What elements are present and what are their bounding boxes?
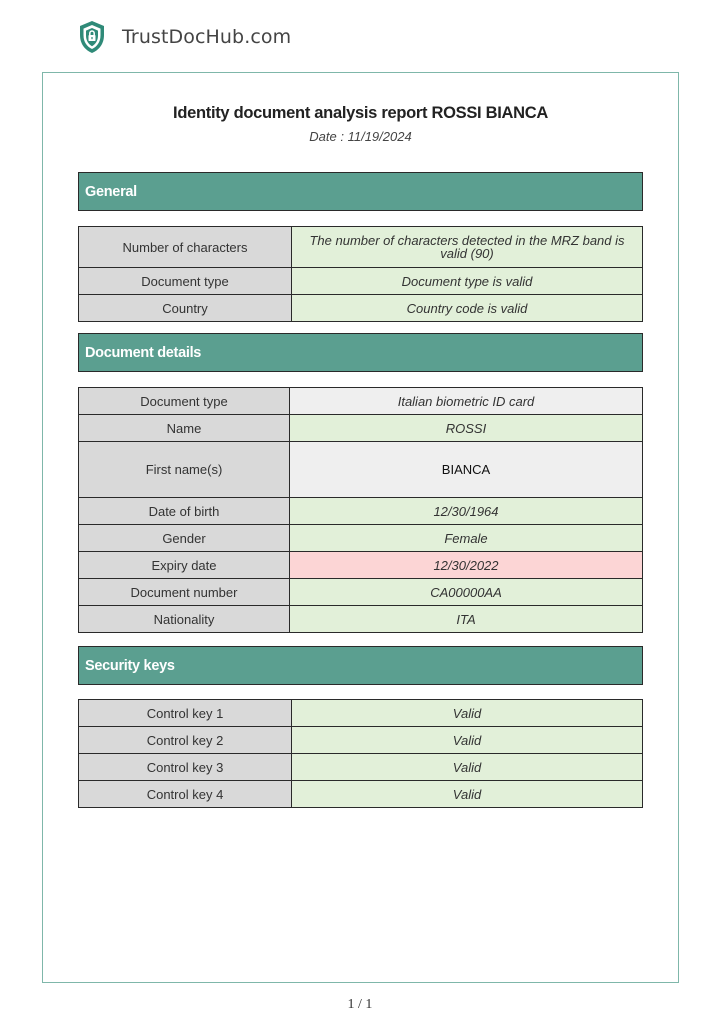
table-row: [79, 579, 643, 606]
general-table: [78, 226, 643, 322]
table-row: [79, 498, 643, 525]
row-key: Control key 4: [79, 781, 292, 808]
table-row: [79, 525, 643, 552]
row-value: Country code is valid: [292, 295, 643, 322]
row-key: Date of birth: [79, 498, 290, 525]
table-row: [79, 227, 643, 268]
row-value: Italian biometric ID card: [290, 388, 643, 415]
table-row: [79, 700, 643, 727]
row-value: CA00000AA: [290, 579, 643, 606]
row-key: First name(s): [79, 442, 290, 498]
row-key: Document type: [79, 388, 290, 415]
row-key: Number of characters: [79, 227, 292, 268]
section-header-general: General: [78, 172, 643, 211]
document-details-table: [78, 387, 643, 633]
row-value: ITA: [290, 606, 643, 633]
row-value: Valid: [292, 700, 643, 727]
row-value: ROSSI: [290, 415, 643, 442]
table-row: [79, 442, 643, 498]
table-row: [79, 388, 643, 415]
page-number: 1 / 1: [347, 997, 373, 1012]
shield-lock-icon: [78, 20, 106, 54]
table-row: [79, 781, 643, 808]
section-header-document-details: Document details: [78, 333, 643, 372]
row-value: Female: [290, 525, 643, 552]
table-row: [79, 268, 643, 295]
row-value: BIANCA: [290, 442, 643, 498]
row-key: Expiry date: [79, 552, 290, 579]
row-key: Country: [79, 295, 292, 322]
report-title: Identity document analysis report ROSSI BIANCA: [173, 104, 548, 122]
row-value: Document type is valid: [292, 268, 643, 295]
brand-header: [78, 20, 291, 54]
brand-name: TrustDocHub.com: [122, 26, 292, 48]
row-key: Document number: [79, 579, 290, 606]
report-page: [42, 72, 679, 983]
row-key: Control key 3: [79, 754, 292, 781]
row-key: Nationality: [79, 606, 290, 633]
table-row: [79, 754, 643, 781]
row-value: The number of characters detected in the MRZ band is valid (90): [292, 227, 643, 268]
row-value: 12/30/1964: [290, 498, 643, 525]
row-key: Name: [79, 415, 290, 442]
row-key: Gender: [79, 525, 290, 552]
table-row: [79, 606, 643, 633]
row-key: Control key 1: [79, 700, 292, 727]
row-key: Control key 2: [79, 727, 292, 754]
table-row: [79, 727, 643, 754]
section-header-security-keys: Security keys: [78, 646, 643, 685]
row-value: Valid: [292, 727, 643, 754]
table-row: [79, 295, 643, 322]
row-value: Valid: [292, 754, 643, 781]
table-row: [79, 552, 643, 579]
report-date: Date : 11/19/2024: [309, 129, 412, 144]
table-row: [79, 415, 643, 442]
row-key: Document type: [79, 268, 292, 295]
security-keys-table: [78, 699, 643, 808]
row-value: 12/30/2022: [290, 552, 643, 579]
row-value: Valid: [292, 781, 643, 808]
